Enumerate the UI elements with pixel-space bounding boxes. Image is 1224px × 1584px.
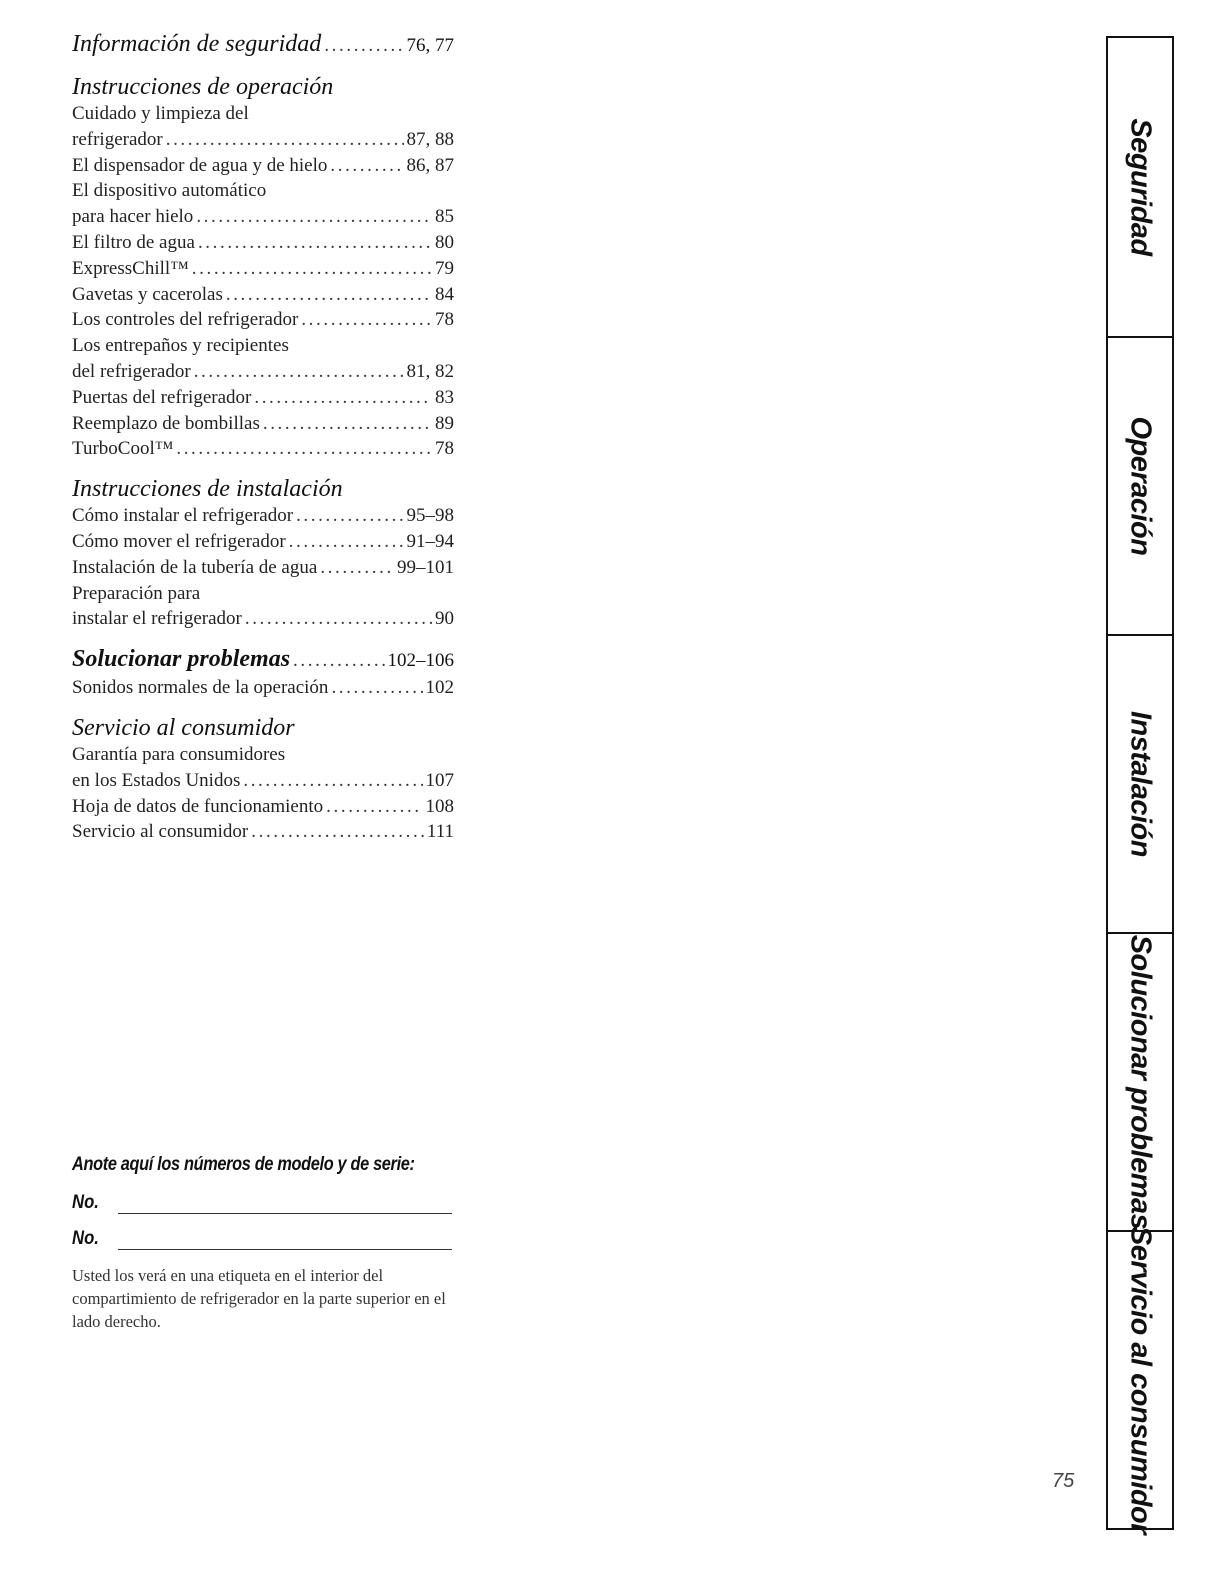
toc-entry-pages: 91–94 [406,530,454,552]
tab-seguridad[interactable] [1108,38,1172,336]
section-title-text: Servicio al consumidor [72,714,295,741]
dot-leader [223,282,432,308]
toc-entry[interactable] [72,411,454,437]
dot-leader [290,647,384,675]
toc-entry[interactable] [72,581,454,633]
toc-entry-pages: 85 [435,206,454,228]
toc-entry-line: Garantía para consumidores [72,743,286,765]
toc-entry-pages: 84 [435,283,454,305]
tab-label: Servicio al consumidor [1124,1225,1157,1535]
serial-number-blank[interactable] [118,1229,452,1250]
section-title-service[interactable] [72,714,454,742]
toc-entry-label: para hacer hielo [72,206,194,228]
toc-entry-pages: 86, 87 [406,154,454,176]
dot-leader [323,794,422,820]
dot-leader [195,230,432,256]
dot-leader [163,127,404,153]
dot-leader [240,768,422,794]
dot-leader [173,436,432,462]
toc-entry-row [72,436,454,462]
page-number: 75 [1052,1470,1075,1492]
dot-leader [189,256,432,282]
toc-entry-line: Los entrepaños y recipientes [72,335,289,357]
toc-entry[interactable] [72,307,454,333]
toc-entry-pages: 83 [435,386,454,408]
toc-entry[interactable] [72,503,454,529]
toc-entry[interactable] [72,529,454,555]
section-title-troubleshooting[interactable] [72,645,454,675]
section-operation [72,73,454,462]
toc-entry-label: del refrigerador [72,360,191,382]
toc-entry-row [72,819,454,845]
toc-entry[interactable] [72,230,454,256]
toc-entry-label: Reemplazo de bombillas [72,412,260,434]
section-title-safety[interactable] [72,30,454,60]
dot-leader [293,503,403,529]
record-note: Usted los verá en una etiqueta en el interior del compartimiento de refrigerador en la parte superior en el lado derecho. [72,1266,446,1331]
toc-entry-label: Gavetas y cacerolas [72,283,223,305]
section-title-installation[interactable] [72,475,454,503]
toc-entry-pages: 89 [435,412,454,434]
section-safety [72,30,454,60]
serial-number-label: No. [72,1228,99,1249]
toc-entry-pages: 81, 82 [406,360,454,382]
section-title-text: Instrucciones de instalación [72,476,343,503]
toc-entry-pages: 99–101 [397,556,454,578]
toc-entry-label: ExpressChill™ [72,257,189,279]
toc-entry[interactable] [72,256,454,282]
tab-servicio-al-consumidor[interactable] [1108,1225,1172,1535]
dot-leader [242,606,432,632]
section-service [72,714,454,845]
dot-leader [251,385,432,411]
toc-entry-row [72,675,454,701]
service-entries [72,742,454,845]
model-number-blank[interactable] [118,1193,452,1214]
toc-entry-row [72,282,454,308]
toc-entry[interactable] [72,742,454,794]
table-of-contents [72,30,454,845]
toc-entry[interactable] [72,436,454,462]
toc-entry-pages: 90 [435,608,454,630]
toc-entry-label: Hoja de datos de funcionamiento [72,795,324,817]
toc-entry-row [72,411,454,437]
dot-leader [260,411,432,437]
serial-number-row [72,1224,462,1250]
model-serial-record [72,1152,462,1333]
toc-entry-row [72,230,454,256]
toc-entry-pages: 87, 88 [406,128,454,150]
toc-entry-row [72,385,454,411]
section-troubleshooting [72,645,454,701]
toc-entry-row [72,794,454,820]
toc-entry-label: Servicio al consumidor [72,821,249,843]
troubleshooting-entries [72,675,454,701]
dot-leader [317,555,394,581]
dot-leader [248,819,424,845]
toc-entry-pages: 102 [425,677,454,699]
toc-entry[interactable] [72,819,454,845]
section-pages: 102–106 [387,650,454,672]
toc-entry-row [72,153,454,179]
toc-entry-row [72,768,454,794]
model-number-label: No. [72,1192,99,1213]
dot-leader [298,307,432,333]
toc-entry-line: Cuidado y limpieza del [72,103,249,124]
toc-entry-pages: 79 [435,257,454,279]
toc-entry-label: Instalación de la tubería de agua [72,556,318,578]
toc-entry-label: instalar el refrigerador [72,608,242,630]
dot-leader [286,529,404,555]
toc-entry-label: Puertas del refrigerador [72,386,252,408]
toc-entry-row [72,204,454,230]
tab-label: Operación [1124,416,1157,556]
dot-leader [321,32,403,60]
tab-label: Solucionar problemas [1124,934,1157,1230]
tab-label: Seguridad [1124,118,1157,256]
toc-entry-pages: 107 [425,769,454,791]
toc-entry-pages: 95–98 [406,505,454,527]
dot-leader [327,153,403,179]
toc-entry-label: Cómo mover el refrigerador [72,530,286,552]
toc-entry-row [72,359,454,385]
toc-entry-label: Los controles del refrigerador [72,309,299,331]
section-title-operation[interactable] [72,73,454,101]
toc-entry-label: El filtro de agua [72,231,195,253]
section-installation [72,475,454,632]
toc-entry[interactable] [72,675,454,701]
tab-operacion[interactable] [1108,336,1172,634]
toc-entry-line: El dispositivo automático [72,180,267,202]
toc-entry[interactable] [72,333,454,385]
toc-entry[interactable] [72,101,454,153]
toc-entry-label: Sonidos normales de la operación [72,677,329,699]
toc-entry-label: refrigerador [72,128,163,150]
toc-entry-row [72,555,454,581]
toc-entry-row [72,529,454,555]
dot-leader [193,204,432,230]
toc-entry[interactable] [72,794,454,820]
toc-entry-pages: 108 [425,795,454,817]
tab-solucionar-problemas[interactable] [1108,932,1172,1230]
toc-entry-label: TurboCool™ [72,438,174,460]
section-title-text: Información de seguridad [72,31,322,57]
toc-entry-pages: 80 [435,231,454,253]
dot-leader [328,675,422,701]
tab-label: Instalación [1124,711,1157,857]
toc-entry-row [72,307,454,333]
toc-entry-row [72,127,454,153]
toc-entry-row [72,256,454,282]
record-title: Anote aquí los números de modelo y de serie: [72,1154,415,1175]
section-pages: 76, 77 [406,35,454,56]
toc-entry-label: Cómo instalar el refrigerador [72,505,294,527]
operation-entries [72,101,454,462]
section-title-text: Instrucciones de operación [72,74,334,100]
toc-entry[interactable] [72,282,454,308]
toc-entry-row [72,606,454,632]
toc-entry-pages: 111 [426,821,454,843]
section-tabs [1106,36,1174,1535]
toc-entry[interactable] [72,555,454,581]
dot-leader [191,359,404,385]
installation-entries [72,503,454,632]
section-title-text: Solucionar problemas [72,646,291,673]
toc-entry[interactable] [72,153,454,179]
model-number-row [72,1188,462,1214]
toc-entry-row [72,503,454,529]
toc-entry-pages: 78 [435,438,454,460]
toc-entry[interactable] [72,385,454,411]
toc-entry-line: Preparación para [72,582,201,604]
toc-entry-label: en los Estados Unidos [72,769,241,791]
tab-instalacion[interactable] [1108,634,1172,932]
toc-entry-pages: 78 [435,309,454,331]
toc-entry-label: El dispensador de agua y de hielo [72,154,328,176]
toc-entry[interactable] [72,178,454,230]
